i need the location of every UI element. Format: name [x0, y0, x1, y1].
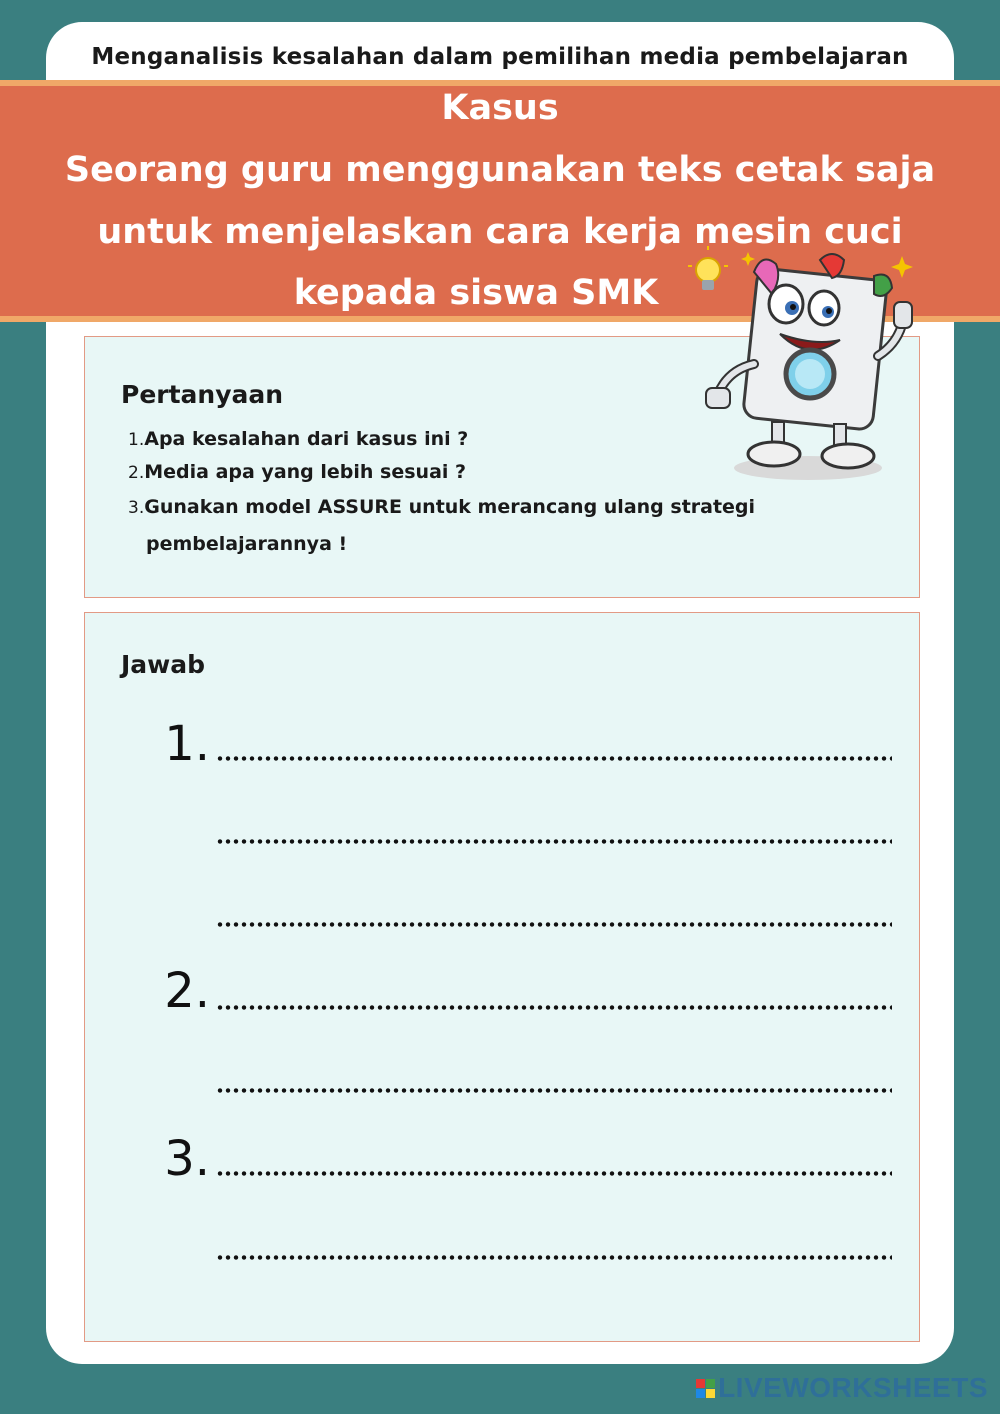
case-line-1: Seorang guru menggunakan teks cetak saja: [64, 150, 936, 190]
answer-line-3a[interactable]: [216, 1170, 892, 1177]
answer-number-3: 3.: [164, 1131, 210, 1187]
case-heading: Kasus: [441, 88, 559, 128]
answer-line-2a[interactable]: [216, 1004, 892, 1011]
question-item-2: [128, 461, 466, 483]
liveworksheets-logo-icon: [696, 1379, 715, 1398]
light-bulb-icon: [688, 246, 728, 290]
question-text: Gunakan model ASSURE untuk merancang ulang strategi: [144, 496, 756, 518]
answer-line-3b[interactable]: [216, 1254, 892, 1261]
question-number: 1.: [128, 430, 145, 450]
answer-line-2b[interactable]: [216, 1087, 892, 1094]
answer-line-1a[interactable]: [216, 755, 892, 762]
page-title: Menganalisis kesalahan dalam pemilihan media pembelajaran: [91, 44, 909, 70]
answer-number-2: 2.: [164, 963, 210, 1019]
question-item-3: [128, 496, 755, 518]
answers-heading: Jawab: [121, 650, 206, 679]
watermark-text: LIVEWORKSHEETS: [718, 1372, 988, 1403]
answer-line-1c[interactable]: [216, 921, 892, 928]
question-number: 2.: [128, 463, 145, 483]
question-text: Media apa yang lebih sesuai ?: [144, 461, 467, 483]
questions-heading: Pertanyaan: [121, 380, 284, 409]
question-item-3-continuation: pembelajarannya !: [146, 533, 348, 555]
washing-machine-mascot-icon: [688, 246, 928, 496]
question-number: 3.: [128, 498, 145, 518]
case-line-3: kepada siswa SMK: [293, 273, 659, 313]
answer-line-1b[interactable]: [216, 838, 892, 845]
answer-number-1: 1.: [164, 716, 210, 772]
question-text: Apa kesalahan dari kasus ini ?: [144, 428, 469, 450]
question-item-1: [128, 428, 468, 450]
case-line-2: untuk menjelaskan cara kerja mesin cuci: [97, 212, 903, 252]
liveworksheets-watermark: [696, 1372, 988, 1404]
